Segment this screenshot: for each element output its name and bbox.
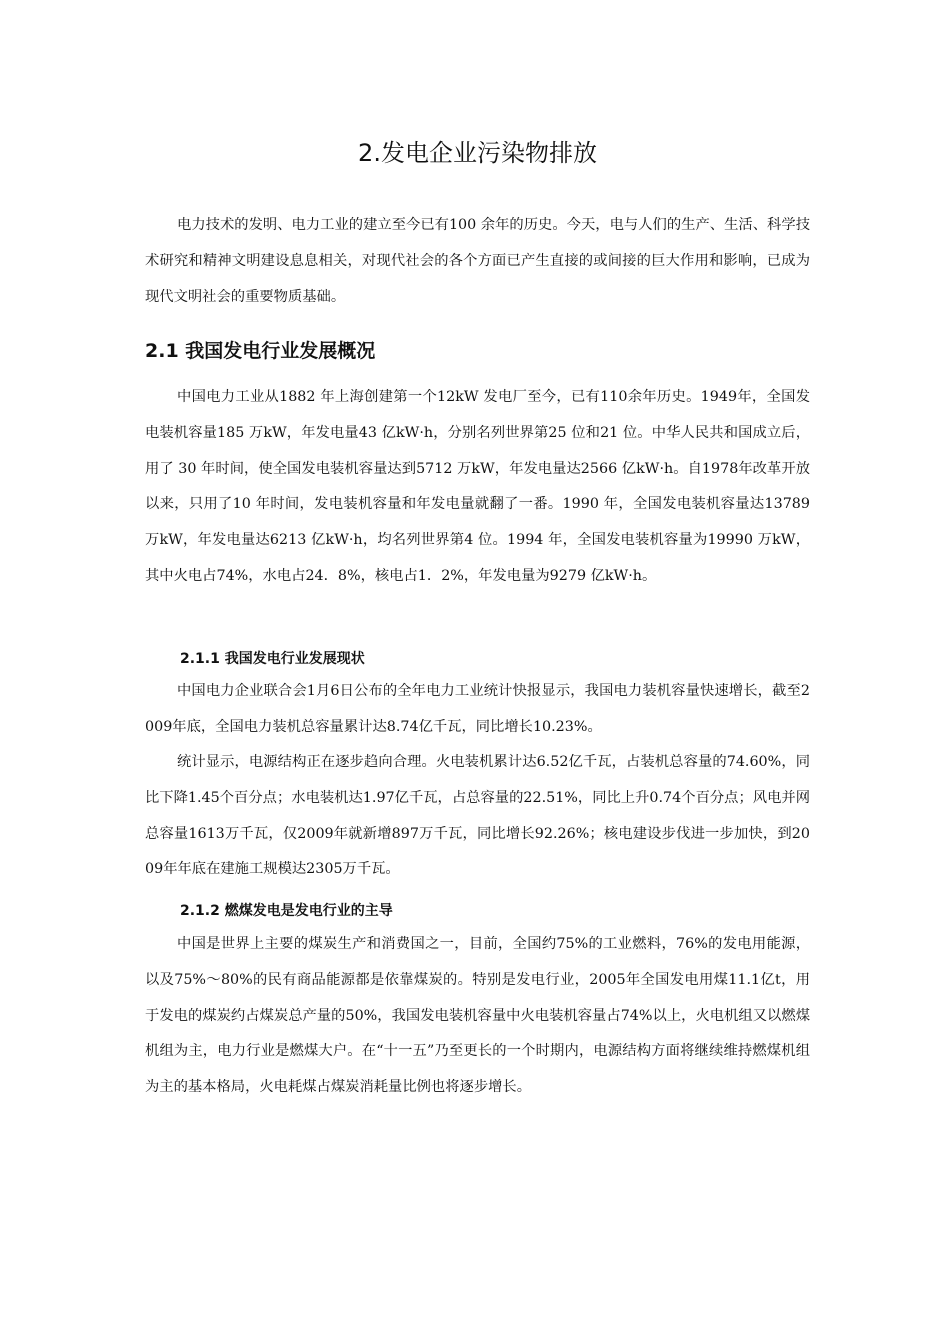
section-2-1-1-paragraph-2: 统计显示，电源结构正在逐步趋向合理。火电装机累计达6.52亿千瓦，占装机总容量的74.60%，同比下降1.45个百分点；水电装机达1.97亿千瓦，占总容量的22.51%，同比上升0.74个百分点；风电并网总容量1613万千瓦，仅2009年就新增897万千瓦，同比增长92.26%；核电建设步伐进一步加快，到2009年年底在建施工规模达2305万千瓦。 <box>145 754 810 878</box>
chapter-title: 2.发电企业污染物排放 <box>358 139 597 167</box>
section-2-1-2-paragraph: 中国是世界上主要的煤炭生产和消费国之一，目前，全国约75%的工业燃料，76%的发电用能源，以及75%～80%的民有商品能源都是依靠煤炭的。特别是发电行业，2005年全国发电用煤11.1亿t，用于发电的煤炭约占煤炭总产量的50%，我国发电装机容量中火电装机容量占74%以上，火电机组又以燃煤机组为主，电力行业是燃煤大户。在“十一五”乃至更长的一个时期内，电源结构方面将继续维持燃煤机组为主的基本格局，火电耗煤占煤炭消耗量比例也将逐步增长。 <box>145 936 810 1096</box>
section-2-1-1-paragraph-1: 中国电力企业联合会1月6日公布的全年电力工业统计快报显示，我国电力装机容量快速增长，截至2009年底，全国电力装机总容量累计达8.74亿千瓦，同比增长10.23%。 <box>145 683 810 735</box>
section-2-1-2-title: 2.1.2 燃煤发电是发电行业的主导 <box>180 903 393 919</box>
section-2-1-title: 2.1 我国发电行业发展概况 <box>145 340 376 362</box>
section-2-1-paragraph: 中国电力工业从1882 年上海创建第一个12kW 发电厂至今，已有110余年历史。1949年，全国发电装机容量185 万kW，年发电量43 亿kW·h，分别名列世界第25 位和21 位。中华人民共和国成立后，用了 30 年时间，使全国发电装机容量达到5712 万kW，年发电量达2566 亿kW·h。自1978年改革开放以来，只用了10 年时间，发电装机容量和年发电量就翻了一番。1990 年，全国发电装机容量达13789 万kW，年发电量达6213 亿kW·h，均名列世界第4 位。1994 年，全国发电装机容量为19990 万kW，其中火电占74%，水电占24．8%，核电占1．2%，年发电量为9279 亿kW·h。 <box>145 389 810 584</box>
section-2-1-1-title: 2.1.1 我国发电行业发展现状 <box>180 651 365 667</box>
intro-paragraph: 电力技术的发明、电力工业的建立至今已有100 余年的历史。今天，电与人们的生产、生活、科学技术研究和精神文明建设息息相关，对现代社会的各个方面已产生直接的或间接的巨大作用和影响，已成为现代文明社会的重要物质基础。 <box>145 217 810 305</box>
